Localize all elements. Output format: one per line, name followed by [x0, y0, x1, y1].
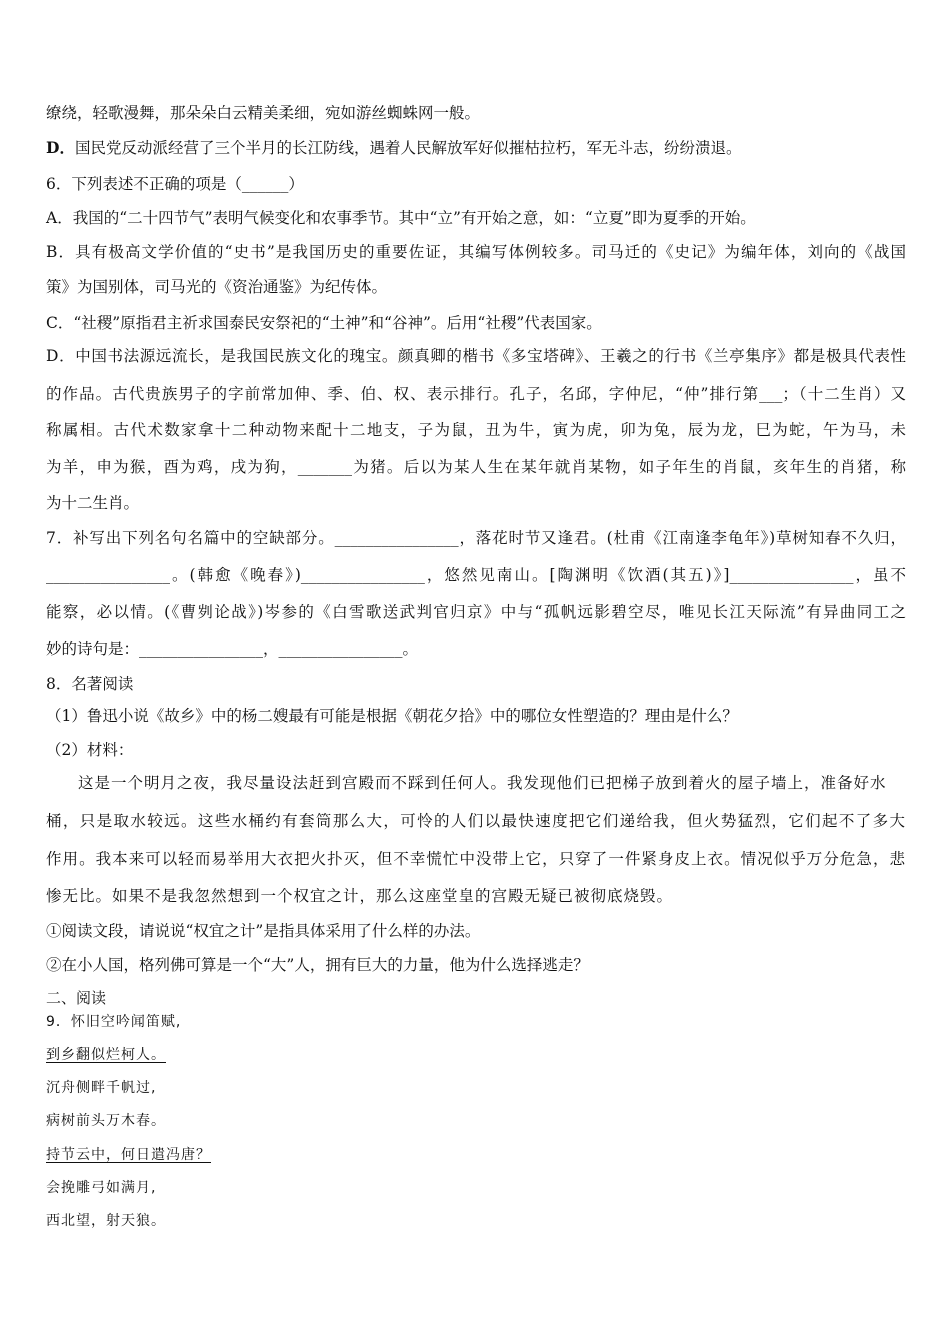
poem-line-underlined: [46, 1045, 906, 1065]
poem-line: 病树前头万木春。: [46, 1113, 166, 1129]
question-6-option-b-line2: 策》为国别体，司马光的《资治通鉴》为纪传体。: [46, 278, 388, 296]
question-6-option-d-line4: 为羊，申为猴，酉为鸡，戌为狗，_______为猪。后以为某人生在某年就肖某物，如子年生的肖鼠，亥年生的肖猪，称: [46, 458, 906, 476]
material-line: 作用。我本来可以轻而易举用大衣把火扑灭，但不幸慌忙中没带上它，只穿了一件紧身皮上衣。情况似乎万分危急，悲: [46, 850, 906, 868]
poem-line: 会挽雕弓如满月,: [46, 1180, 157, 1196]
question-7-line1: 7．补写出下列名句名篇中的空缺部分。________________，落花时节又逢君。(杜甫《江南逢李龟年》)草树知春不久归，: [46, 529, 906, 547]
question-6-option-c: C．“社稷”原指君主祈求国泰民安祭祀的“土神”和“谷神”。后用“社稷”代表国家。: [46, 314, 602, 332]
question-8-part1: （1）鲁迅小说《故乡》中的杨二嫂最有可能是根据《朝花夕拾》中的哪位女性塑造的？理由是什么？: [46, 707, 738, 725]
poem-line: 9．怀旧空吟闻笛赋,: [46, 1014, 182, 1030]
option-label: D．: [46, 138, 75, 157]
poem-line-underlined: [46, 1145, 906, 1165]
option-text: 国民党反动派经营了三个半月的长江防线，遇着人民解放军好似摧枯拉朽，军无斗志，纷纷溃退。: [74, 139, 742, 157]
question-7-line4: 妙的诗句是：________________，________________。: [46, 640, 419, 658]
poem-line: 西北望，射天狼。: [46, 1213, 166, 1229]
question-6-option-b-line1: B．具有极高文学价值的“史书”是我国历史的重要佐证，其编写体例较多。司马迁的《史记》为编年体，刘向的《战国: [46, 243, 906, 261]
underlined-text: 持节云中，何日遣冯唐？: [46, 1147, 211, 1163]
question-6-option-d-line1: D．中国书法源远流长，是我国民族文化的瑰宝。颜真卿的楷书《多宝塔碑》、王羲之的行书《兰亭集序》都是极具代表性: [46, 347, 906, 365]
question-6-stem: 6．下列表述不正确的项是（______）: [46, 175, 304, 193]
option-d-line: [46, 138, 906, 158]
material-line: 桶，只是取水较远。这些水桶约有套筒那么大，可怜的人们以最快速度把它们递给我，但火势猛烈，它们起不了多大: [46, 812, 906, 830]
question-8-title: 8．名著阅读: [46, 675, 134, 693]
question-6-option-d-line2: 的作品。古代贵族男子的字前常加伸、季、伯、权、表示排行。孔子，名邱，字仲尼，“仲”排行第___；（十二生肖）又: [46, 385, 906, 403]
text-line: 缭绕，轻歌漫舞，那朵朵白云精美柔细，宛如游丝蜘蛛网一般。: [46, 104, 481, 122]
material-line: 这是一个明月之夜，我尽量设法赶到宫殿而不踩到任何人。我发现他们已把梯子放到着火的屋子墙上，准备好水: [78, 774, 887, 792]
question-7-line2: ________________。(韩愈《晚春》)________________，悠然见南山。[陶渊明《饮酒(其五)》]________________，虽不: [46, 566, 906, 584]
question-6-option-d-line5: 为十二生肖。: [46, 494, 140, 512]
section-heading: 二、阅读: [46, 989, 107, 1007]
question-8-sub1: ①阅读文段，请说说“权宜之计”是指具体采用了什么样的办法。: [46, 922, 481, 940]
question-6-option-d-line3: 称属相。古代术数家拿十二种动物来配十二地支，子为鼠，丑为牛，寅为虎，卯为兔，辰为龙，巳为蛇，午为马，未: [46, 421, 906, 439]
question-8-part2: （2）材料：: [46, 741, 134, 759]
question-6-option-a: A．我国的“二十四节气”表明气候变化和农事季节。其中“立”有开始之意，如：“立夏”即为夏季的开始。: [46, 209, 756, 227]
question-7-line3: 能察，必以情。(《曹刿论战》)岑参的《白雪歌送武判官归京》中与“孤帆远影碧空尽，唯见长江天际流”有异曲同工之: [46, 603, 906, 621]
material-line: 惨无比。如果不是我忽然想到一个权宜之计，那么这座堂皇的宫殿无疑已被彻底烧毁。: [46, 887, 674, 905]
question-8-sub2: ②在小人国，格列佛可算是一个“大”人，拥有巨大的力量，他为什么选择逃走？: [46, 956, 589, 974]
underlined-text: 到乡翻似烂柯人。: [46, 1047, 166, 1063]
poem-line: 沉舟侧畔千帆过,: [46, 1080, 157, 1096]
